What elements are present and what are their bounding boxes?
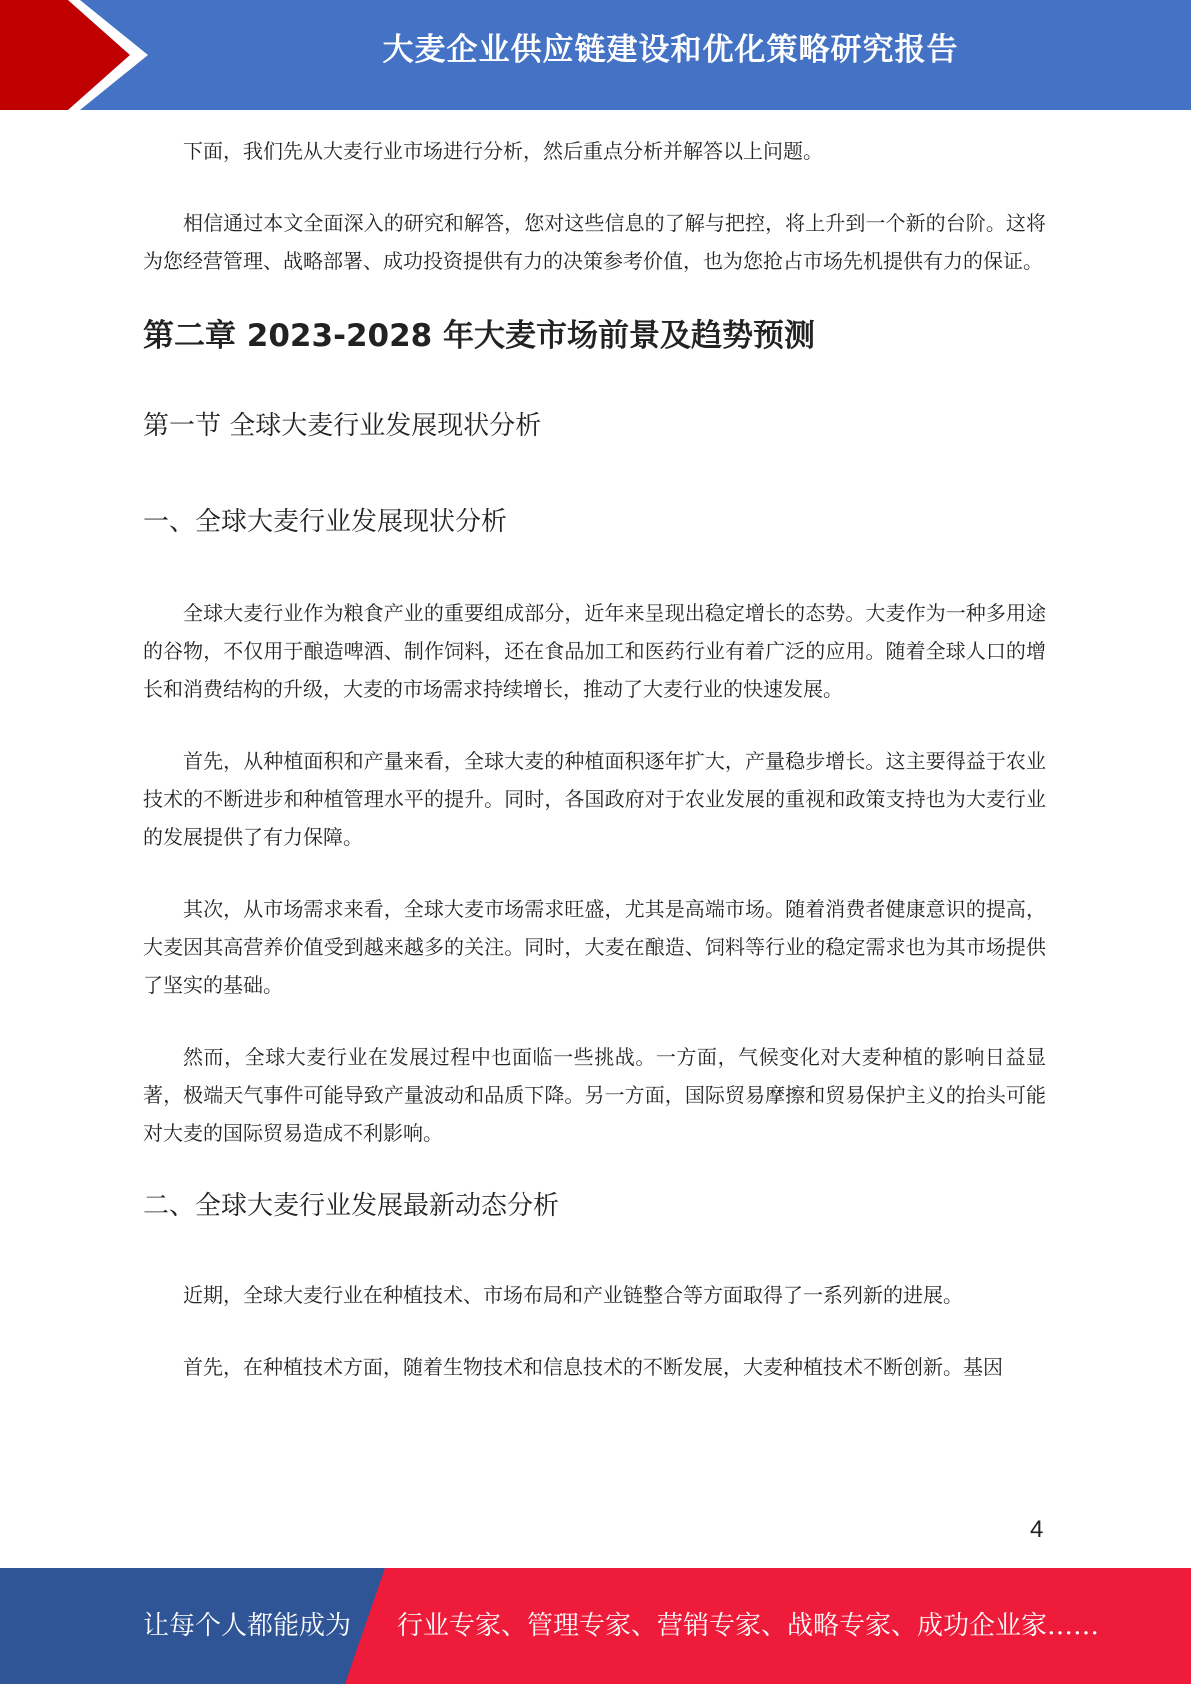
red-arrow-decoration	[0, 0, 150, 110]
page-number: 4	[1030, 1516, 1044, 1543]
intro-paragraph: 下面，我们先从大麦行业市场进行分析，然后重点分析并解答以上问题。	[183, 139, 823, 163]
report-title: 大麦企业供应链建设和优化策略研究报告	[382, 32, 959, 68]
body-paragraph: 首先，从种植面积和产量来看，全球大麦的种植面积逐年扩大，产量稳步增长。这主要得益于农业技术的不断进步和种植管理水平的提升。同时，各国政府对于农业发展的重视和政策支持也为大麦行业的发展提供了有力保障。	[143, 749, 1046, 849]
body-paragraph: 然而，全球大麦行业在发展过程中也面临一些挑战。一方面，气候变化对大麦种植的影响日益显著，极端天气事件可能导致产量波动和品质下降。另一方面，国际贸易摩擦和贸易保护主义的抬头可能对大麦的国际贸易造成不利影响。	[143, 1045, 1046, 1145]
intro-paragraph: 相信通过本文全面深入的研究和解答，您对这些信息的了解与把控，将上升到一个新的台阶。这将为您经营管理、战略部署、成功投资提供有力的决策参考价值，也为您抢占市场先机提供有力的保证。	[143, 211, 1046, 273]
subsection-title: 一、全球大麦行业发展现状分析	[143, 507, 508, 537]
footer-slogan-right: 行业专家、管理专家、营销专家、战略专家、成功企业家……	[397, 1611, 1100, 1641]
page-footer	[0, 1568, 1191, 1684]
body-paragraph: 近期，全球大麦行业在种植技术、市场布局和产业链整合等方面取得了一系列新的进展。	[183, 1283, 963, 1307]
page-header	[0, 0, 1191, 110]
body-paragraph: 其次，从市场需求来看，全球大麦市场需求旺盛，尤其是高端市场。随着消费者健康意识的提高，大麦因其高营养价值受到越来越多的关注。同时，大麦在酿造、饲料等行业的稳定需求也为其市场提供了坚实的基础。	[143, 897, 1046, 997]
footer-slogan-left: 让每个人都能成为	[143, 1611, 352, 1641]
document-body	[143, 132, 1046, 1420]
chapter-title: 第二章 2023-2028 年大麦市场前景及趋势预测	[143, 318, 816, 354]
body-paragraph: 全球大麦行业作为粮食产业的重要组成部分，近年来呈现出稳定增长的态势。大麦作为一种多用途的谷物，不仅用于酿造啤酒、制作饲料，还在食品加工和医药行业有着广泛的应用。随着全球人口的增长和消费结构的升级，大麦的市场需求持续增长，推动了大麦行业的快速发展。	[143, 601, 1046, 701]
section-title: 第一节 全球大麦行业发展现状分析	[143, 411, 542, 441]
body-paragraph: 首先，在种植技术方面，随着生物技术和信息技术的不断发展，大麦种植技术不断创新。基因	[183, 1355, 1003, 1379]
subsection-title: 二、全球大麦行业发展最新动态分析	[143, 1191, 560, 1221]
